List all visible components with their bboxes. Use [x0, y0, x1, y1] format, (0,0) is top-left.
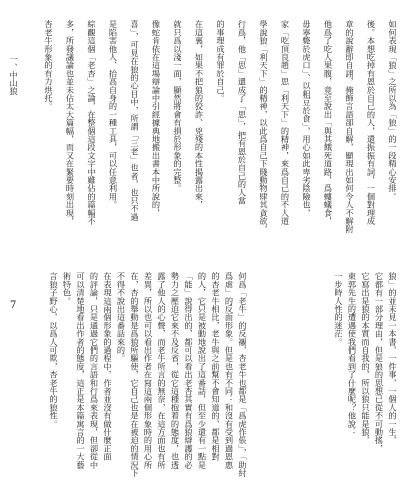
text-column: 的人，它只是被動地說出了這番話，但至少還有一點是 — [197, 272, 208, 469]
text-column: 術特色。 — [62, 272, 73, 305]
text-column: 如何表現「狼」之所以為「狼」的一段精心安排。 — [388, 20, 398, 201]
text-column: 露了他人的心聲，而老牛所言的無奈，在這方面也有所 — [157, 272, 167, 469]
text-column: 它寫出是狼的本質而自我的，所以狼只能是狼， — [361, 272, 371, 445]
text-column: 喜」，可見在狼的心目中，所謂「三老」也者，也只不過 — [130, 20, 140, 221]
text-column: 在表現這兩個形象的過程中，作者並沒有做什麼正面 — [103, 272, 113, 461]
text-column: 的評論，只是通過它們的言語和行爲來表現，但卻從中 — [89, 272, 100, 469]
text-column: 他爲了吃人果腹，竟至說出「與其餓死道路，爲螻蟻食， — [323, 20, 334, 225]
text-column: 可以清楚地看出作者的態度，這正是本篇寓言的一大藝 — [76, 272, 86, 469]
text-column: 「能」說得出的，都可以看出老杏其實有爲狼辯護的必 — [184, 272, 194, 469]
text-column: 是陷害他人、抬高自身的一種工具，可以任意利用。 — [108, 20, 119, 209]
text-column: 多，所發議論也並未佔太大篇幅，而又在緊要時刻出現， — [65, 20, 76, 225]
text-column: 何爲「老牛」的反襯，杏老牛也都是「爲虎作倀」，「助紂 — [238, 272, 248, 477]
text-column: 杏老牛形象的有力烘托。 — [44, 20, 54, 111]
text-column: 章的說辭即自詡，掩飾言語卻自解，顯現出如何令人不解附 — [345, 20, 355, 234]
text-column: 言狼子野心，以爲人可欺，杏老牛的狼性。 — [49, 272, 59, 428]
text-column: 不得不說出這番話來的。 — [116, 272, 127, 363]
text-column: 行爲，他「思」還成了「思」，把有恩於自己的人當 — [237, 20, 248, 205]
text-column: 的杏老牛相比，老牛與之前幫不會知道的，都是相對 — [211, 272, 221, 461]
text-column: 狼」的並未見一本書，一件事，一個人的一生， — [388, 272, 398, 445]
text-column: 勢力之壓迫它來不及反省，從它這種抱着的態度，也透 — [170, 272, 181, 469]
running-header: 一、中山狼 — [9, 55, 18, 95]
page-number: 7 — [10, 300, 17, 311]
text-column: 它都有一部分理由，但是狼的思想已從不可動搖， — [374, 272, 385, 453]
text-column: 綜觀這個「老杏」之論，在整個這段文字中雖佔的篇幅不 — [87, 20, 97, 225]
text-column: 學說狼「利天下」的精神，以此爲自己下賤動物肆其貪欲， — [259, 20, 269, 234]
text-column: 家「吃頂良趙」思「利天下」的精神，來爲自己的不人道 — [280, 20, 291, 225]
text-column: 在這裏，如果不把狼的狡詐、兇殘的本性揭露出來， — [194, 20, 205, 209]
text-column: 爲虐」的反面形象。但是也有不同：和沒有受到過恩惠 — [224, 272, 235, 469]
text-column: 東郭先生的遭遇使我們看到了什麼呢？他說： — [347, 272, 358, 436]
text-column: 像蛇肯依在這場辯論中引經據典地搬出書本中所說的， — [151, 20, 162, 217]
text-column: 就只爲以淺一面，顯然將會有損於形象的完整。 — [173, 20, 183, 193]
text-column: 的事理成有罪於自己。 — [216, 20, 226, 102]
text-column: 一步時人性的迷茫。 — [334, 272, 344, 346]
text-column: 毋寧斃於虎口」、以粗豆於食」，用心如此卑劣陰險也， — [302, 20, 312, 217]
text-column: 在，杏的舉動是爲狼所驅使，它自己也是在被迫的情況下 — [130, 272, 140, 477]
text-column: 差異，所以也可以看出作者在寫這兩個形象時的用心所 — [143, 272, 154, 469]
text-column: 後。本想吃掉有恩於自己的人，還振振有詞，一個對理成 — [366, 20, 377, 225]
